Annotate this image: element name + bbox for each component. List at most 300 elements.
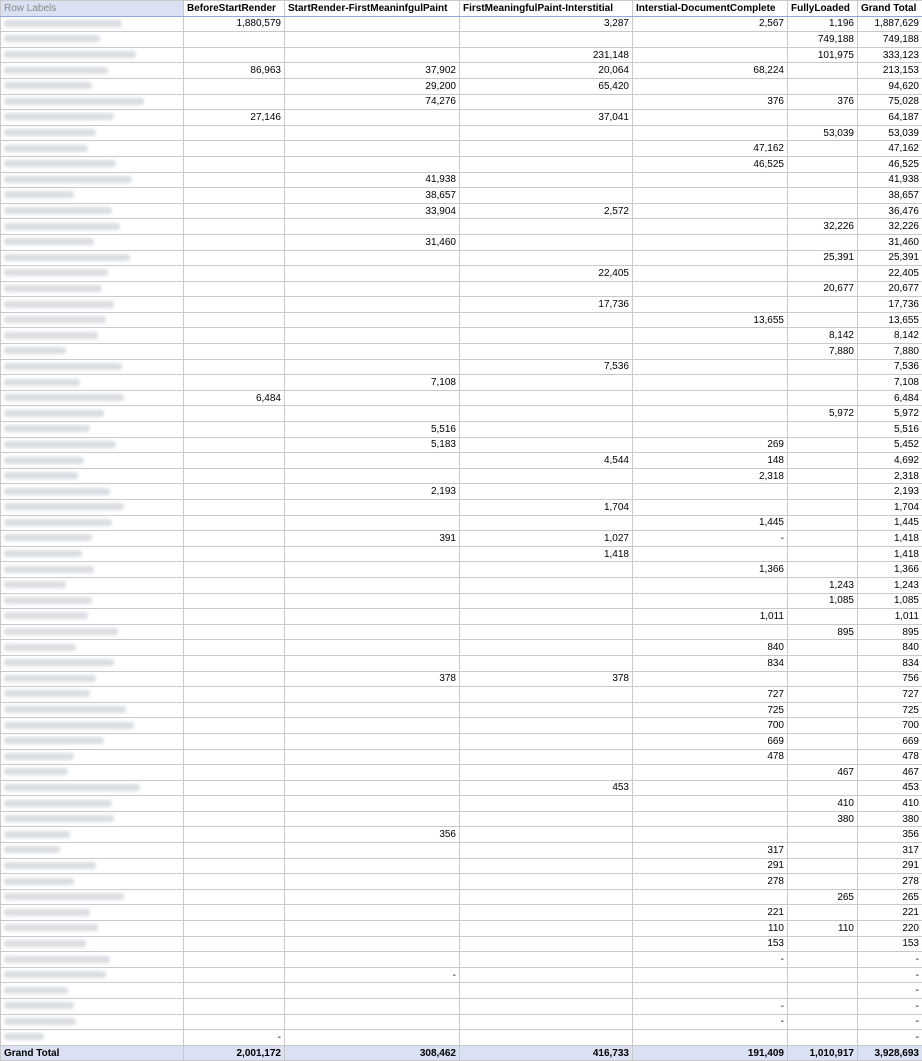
value-cell[interactable]: 17,736 xyxy=(460,297,633,313)
value-cell[interactable] xyxy=(788,63,858,79)
value-cell[interactable] xyxy=(633,811,788,827)
value-cell[interactable] xyxy=(184,858,285,874)
value-cell[interactable] xyxy=(460,936,633,952)
value-cell[interactable]: 110 xyxy=(633,921,788,937)
value-cell[interactable]: - xyxy=(858,952,922,968)
value-cell[interactable] xyxy=(460,468,633,484)
row-label-cell[interactable] xyxy=(1,234,184,250)
value-cell[interactable]: 834 xyxy=(633,655,788,671)
value-cell[interactable] xyxy=(460,905,633,921)
value-cell[interactable]: 1,704 xyxy=(858,500,922,516)
value-cell[interactable]: 221 xyxy=(633,905,788,921)
value-cell[interactable]: 20,064 xyxy=(460,63,633,79)
row-labels-header[interactable]: Row Labels xyxy=(1,1,184,17)
value-cell[interactable] xyxy=(633,967,788,983)
value-cell[interactable]: 356 xyxy=(858,827,922,843)
value-cell[interactable] xyxy=(788,1014,858,1030)
value-cell[interactable] xyxy=(184,531,285,547)
value-cell[interactable]: 1,366 xyxy=(858,562,922,578)
value-cell[interactable]: - xyxy=(633,952,788,968)
value-cell[interactable] xyxy=(788,297,858,313)
grand-total-cell[interactable]: 308,462 xyxy=(285,1045,460,1061)
column-header[interactable]: BeforeStartRender xyxy=(184,1,285,17)
value-cell[interactable] xyxy=(788,718,858,734)
value-cell[interactable] xyxy=(460,983,633,999)
value-cell[interactable]: - xyxy=(858,967,922,983)
row-label-cell[interactable] xyxy=(1,390,184,406)
value-cell[interactable] xyxy=(633,593,788,609)
row-label-cell[interactable] xyxy=(1,47,184,63)
value-cell[interactable] xyxy=(633,671,788,687)
row-label-cell[interactable] xyxy=(1,889,184,905)
row-label-cell[interactable] xyxy=(1,952,184,968)
row-label-cell[interactable] xyxy=(1,624,184,640)
row-label-cell[interactable] xyxy=(1,250,184,266)
value-cell[interactable] xyxy=(460,889,633,905)
value-cell[interactable] xyxy=(460,843,633,859)
value-cell[interactable]: 31,460 xyxy=(285,234,460,250)
row-label-cell[interactable] xyxy=(1,796,184,812)
value-cell[interactable] xyxy=(285,312,460,328)
row-label-cell[interactable] xyxy=(1,905,184,921)
value-cell[interactable]: 453 xyxy=(858,780,922,796)
value-cell[interactable] xyxy=(788,858,858,874)
value-cell[interactable] xyxy=(285,687,460,703)
value-cell[interactable] xyxy=(184,375,285,391)
value-cell[interactable]: 1,418 xyxy=(858,531,922,547)
value-cell[interactable] xyxy=(184,312,285,328)
value-cell[interactable] xyxy=(460,999,633,1015)
value-cell[interactable] xyxy=(184,765,285,781)
value-cell[interactable]: - xyxy=(633,999,788,1015)
value-cell[interactable] xyxy=(788,1030,858,1046)
grand-total-cell[interactable]: 3,928,693 xyxy=(858,1045,922,1061)
value-cell[interactable] xyxy=(460,188,633,204)
value-cell[interactable]: 38,657 xyxy=(858,188,922,204)
value-cell[interactable]: 478 xyxy=(633,749,788,765)
value-cell[interactable] xyxy=(184,921,285,937)
row-label-cell[interactable] xyxy=(1,967,184,983)
row-label-cell[interactable] xyxy=(1,921,184,937)
value-cell[interactable]: 22,405 xyxy=(858,266,922,282)
value-cell[interactable]: 41,938 xyxy=(858,172,922,188)
row-label-cell[interactable] xyxy=(1,110,184,126)
value-cell[interactable] xyxy=(633,172,788,188)
value-cell[interactable]: 467 xyxy=(858,765,922,781)
value-cell[interactable] xyxy=(633,484,788,500)
value-cell[interactable]: 669 xyxy=(633,733,788,749)
value-cell[interactable]: 213,153 xyxy=(858,63,922,79)
value-cell[interactable]: 725 xyxy=(858,702,922,718)
value-cell[interactable] xyxy=(285,780,460,796)
value-cell[interactable]: 467 xyxy=(788,765,858,781)
value-cell[interactable] xyxy=(285,250,460,266)
value-cell[interactable] xyxy=(285,609,460,625)
value-cell[interactable] xyxy=(184,484,285,500)
value-cell[interactable]: 47,162 xyxy=(633,141,788,157)
row-label-cell[interactable] xyxy=(1,188,184,204)
row-label-cell[interactable] xyxy=(1,281,184,297)
value-cell[interactable] xyxy=(460,125,633,141)
column-header[interactable]: Grand Total xyxy=(858,1,922,17)
value-cell[interactable] xyxy=(184,47,285,63)
row-label-cell[interactable] xyxy=(1,1014,184,1030)
value-cell[interactable] xyxy=(788,874,858,890)
value-cell[interactable]: 7,108 xyxy=(858,375,922,391)
value-cell[interactable] xyxy=(285,266,460,282)
value-cell[interactable] xyxy=(184,515,285,531)
value-cell[interactable]: 317 xyxy=(633,843,788,859)
value-cell[interactable]: 727 xyxy=(633,687,788,703)
value-cell[interactable] xyxy=(184,156,285,172)
value-cell[interactable] xyxy=(633,546,788,562)
value-cell[interactable] xyxy=(285,1014,460,1030)
value-cell[interactable]: 834 xyxy=(858,655,922,671)
row-label-cell[interactable] xyxy=(1,78,184,94)
value-cell[interactable] xyxy=(460,687,633,703)
value-cell[interactable] xyxy=(285,999,460,1015)
value-cell[interactable] xyxy=(633,390,788,406)
value-cell[interactable] xyxy=(460,874,633,890)
row-label-cell[interactable] xyxy=(1,406,184,422)
value-cell[interactable] xyxy=(460,765,633,781)
value-cell[interactable] xyxy=(285,32,460,48)
value-cell[interactable] xyxy=(788,936,858,952)
value-cell[interactable]: 64,187 xyxy=(858,110,922,126)
value-cell[interactable] xyxy=(184,500,285,516)
value-cell[interactable] xyxy=(184,952,285,968)
value-cell[interactable]: 220 xyxy=(858,921,922,937)
value-cell[interactable]: 1,085 xyxy=(858,593,922,609)
value-cell[interactable] xyxy=(788,500,858,516)
value-cell[interactable] xyxy=(285,811,460,827)
value-cell[interactable] xyxy=(460,858,633,874)
row-label-cell[interactable] xyxy=(1,515,184,531)
value-cell[interactable]: 6,484 xyxy=(858,390,922,406)
value-cell[interactable]: 20,677 xyxy=(788,281,858,297)
value-cell[interactable] xyxy=(184,188,285,204)
value-cell[interactable]: 22,405 xyxy=(460,266,633,282)
value-cell[interactable]: 37,041 xyxy=(460,110,633,126)
value-cell[interactable] xyxy=(788,141,858,157)
row-label-cell[interactable] xyxy=(1,172,184,188)
row-label-cell[interactable] xyxy=(1,546,184,562)
value-cell[interactable]: 27,146 xyxy=(184,110,285,126)
value-cell[interactable]: 376 xyxy=(633,94,788,110)
value-cell[interactable] xyxy=(460,406,633,422)
value-cell[interactable]: 41,938 xyxy=(285,172,460,188)
value-cell[interactable] xyxy=(460,375,633,391)
value-cell[interactable]: 2,193 xyxy=(285,484,460,500)
value-cell[interactable]: 1,243 xyxy=(788,577,858,593)
value-cell[interactable] xyxy=(460,94,633,110)
value-cell[interactable] xyxy=(788,640,858,656)
value-cell[interactable]: 1,704 xyxy=(460,500,633,516)
value-cell[interactable] xyxy=(788,967,858,983)
value-cell[interactable] xyxy=(788,952,858,968)
value-cell[interactable] xyxy=(285,359,460,375)
value-cell[interactable]: 265 xyxy=(788,889,858,905)
value-cell[interactable] xyxy=(184,811,285,827)
value-cell[interactable]: 8,142 xyxy=(858,328,922,344)
value-cell[interactable] xyxy=(460,484,633,500)
row-label-cell[interactable] xyxy=(1,687,184,703)
value-cell[interactable] xyxy=(285,718,460,734)
value-cell[interactable]: 5,972 xyxy=(788,406,858,422)
value-cell[interactable]: 53,039 xyxy=(858,125,922,141)
value-cell[interactable] xyxy=(285,125,460,141)
value-cell[interactable] xyxy=(788,983,858,999)
grand-total-label[interactable]: Grand Total xyxy=(1,1045,184,1061)
value-cell[interactable] xyxy=(460,1014,633,1030)
column-header[interactable]: FirstMeaningfulPaint-Interstitial xyxy=(460,1,633,17)
value-cell[interactable] xyxy=(633,281,788,297)
value-cell[interactable] xyxy=(184,562,285,578)
value-cell[interactable]: 20,677 xyxy=(858,281,922,297)
row-label-cell[interactable] xyxy=(1,655,184,671)
value-cell[interactable]: - xyxy=(858,1030,922,1046)
value-cell[interactable] xyxy=(184,999,285,1015)
value-cell[interactable] xyxy=(184,733,285,749)
value-cell[interactable]: 46,525 xyxy=(633,156,788,172)
value-cell[interactable]: 148 xyxy=(633,453,788,469)
value-cell[interactable] xyxy=(285,562,460,578)
value-cell[interactable]: 756 xyxy=(858,671,922,687)
value-cell[interactable] xyxy=(633,219,788,235)
value-cell[interactable]: 13,655 xyxy=(633,312,788,328)
value-cell[interactable] xyxy=(285,515,460,531)
value-cell[interactable] xyxy=(788,827,858,843)
value-cell[interactable] xyxy=(184,203,285,219)
value-cell[interactable] xyxy=(184,437,285,453)
value-cell[interactable] xyxy=(788,468,858,484)
value-cell[interactable] xyxy=(184,889,285,905)
value-cell[interactable] xyxy=(633,422,788,438)
value-cell[interactable] xyxy=(788,453,858,469)
row-label-cell[interactable] xyxy=(1,577,184,593)
value-cell[interactable]: 29,200 xyxy=(285,78,460,94)
value-cell[interactable]: 4,692 xyxy=(858,453,922,469)
value-cell[interactable] xyxy=(633,889,788,905)
value-cell[interactable]: 1,445 xyxy=(633,515,788,531)
value-cell[interactable] xyxy=(184,593,285,609)
value-cell[interactable] xyxy=(184,78,285,94)
column-header[interactable]: StartRender-FirstMeaninfgulPaint xyxy=(285,1,460,17)
value-cell[interactable]: 1,366 xyxy=(633,562,788,578)
row-label-cell[interactable] xyxy=(1,609,184,625)
value-cell[interactable]: 13,655 xyxy=(858,312,922,328)
value-cell[interactable] xyxy=(184,718,285,734)
row-label-cell[interactable] xyxy=(1,297,184,313)
row-label-cell[interactable] xyxy=(1,702,184,718)
value-cell[interactable]: 749,188 xyxy=(788,32,858,48)
value-cell[interactable] xyxy=(460,702,633,718)
grand-total-cell[interactable]: 1,010,917 xyxy=(788,1045,858,1061)
value-cell[interactable] xyxy=(285,936,460,952)
value-cell[interactable]: 25,391 xyxy=(788,250,858,266)
value-cell[interactable] xyxy=(460,312,633,328)
value-cell[interactable] xyxy=(184,702,285,718)
value-cell[interactable] xyxy=(788,515,858,531)
value-cell[interactable]: 1,418 xyxy=(858,546,922,562)
row-label-cell[interactable] xyxy=(1,858,184,874)
value-cell[interactable] xyxy=(460,328,633,344)
value-cell[interactable] xyxy=(184,1014,285,1030)
value-cell[interactable] xyxy=(460,422,633,438)
value-cell[interactable]: 5,516 xyxy=(285,422,460,438)
value-cell[interactable]: 25,391 xyxy=(858,250,922,266)
row-label-cell[interactable] xyxy=(1,874,184,890)
grand-total-cell[interactable]: 191,409 xyxy=(633,1045,788,1061)
value-cell[interactable]: 8,142 xyxy=(788,328,858,344)
value-cell[interactable] xyxy=(788,843,858,859)
value-cell[interactable] xyxy=(285,390,460,406)
value-cell[interactable]: 7,880 xyxy=(858,344,922,360)
value-cell[interactable] xyxy=(460,562,633,578)
value-cell[interactable] xyxy=(460,141,633,157)
value-cell[interactable] xyxy=(184,281,285,297)
row-label-cell[interactable] xyxy=(1,780,184,796)
value-cell[interactable]: 1,027 xyxy=(460,531,633,547)
value-cell[interactable] xyxy=(285,952,460,968)
value-cell[interactable]: 5,183 xyxy=(285,437,460,453)
row-label-cell[interactable] xyxy=(1,141,184,157)
value-cell[interactable] xyxy=(285,983,460,999)
row-label-cell[interactable] xyxy=(1,375,184,391)
value-cell[interactable]: - xyxy=(285,967,460,983)
value-cell[interactable] xyxy=(184,624,285,640)
value-cell[interactable]: 31,460 xyxy=(858,234,922,250)
row-label-cell[interactable] xyxy=(1,593,184,609)
value-cell[interactable]: 86,963 xyxy=(184,63,285,79)
value-cell[interactable] xyxy=(460,390,633,406)
value-cell[interactable]: - xyxy=(633,531,788,547)
value-cell[interactable]: 669 xyxy=(858,733,922,749)
row-label-cell[interactable] xyxy=(1,811,184,827)
row-label-cell[interactable] xyxy=(1,422,184,438)
value-cell[interactable]: 32,226 xyxy=(788,219,858,235)
value-cell[interactable] xyxy=(788,234,858,250)
value-cell[interactable] xyxy=(633,234,788,250)
value-cell[interactable] xyxy=(184,172,285,188)
value-cell[interactable]: 3,287 xyxy=(460,16,633,32)
value-cell[interactable] xyxy=(460,967,633,983)
row-label-cell[interactable] xyxy=(1,16,184,32)
value-cell[interactable]: 38,657 xyxy=(285,188,460,204)
value-cell[interactable]: 269 xyxy=(633,437,788,453)
value-cell[interactable]: 231,148 xyxy=(460,47,633,63)
value-cell[interactable]: 1,445 xyxy=(858,515,922,531)
value-cell[interactable]: 1,196 xyxy=(788,16,858,32)
value-cell[interactable] xyxy=(285,344,460,360)
value-cell[interactable] xyxy=(285,921,460,937)
value-cell[interactable]: 1,243 xyxy=(858,577,922,593)
row-label-cell[interactable] xyxy=(1,328,184,344)
value-cell[interactable] xyxy=(184,687,285,703)
value-cell[interactable]: 378 xyxy=(460,671,633,687)
value-cell[interactable]: 2,567 xyxy=(633,16,788,32)
value-cell[interactable] xyxy=(460,952,633,968)
value-cell[interactable] xyxy=(788,203,858,219)
value-cell[interactable]: 153 xyxy=(633,936,788,952)
value-cell[interactable] xyxy=(633,1030,788,1046)
row-label-cell[interactable] xyxy=(1,266,184,282)
value-cell[interactable] xyxy=(633,203,788,219)
value-cell[interactable] xyxy=(285,156,460,172)
value-cell[interactable] xyxy=(285,1030,460,1046)
value-cell[interactable] xyxy=(633,125,788,141)
row-label-cell[interactable] xyxy=(1,733,184,749)
value-cell[interactable] xyxy=(460,281,633,297)
value-cell[interactable]: 749,188 xyxy=(858,32,922,48)
value-cell[interactable] xyxy=(460,344,633,360)
value-cell[interactable] xyxy=(788,172,858,188)
value-cell[interactable] xyxy=(184,468,285,484)
value-cell[interactable] xyxy=(460,640,633,656)
value-cell[interactable]: 356 xyxy=(285,827,460,843)
value-cell[interactable] xyxy=(788,531,858,547)
row-label-cell[interactable] xyxy=(1,936,184,952)
row-label-cell[interactable] xyxy=(1,437,184,453)
row-label-cell[interactable] xyxy=(1,359,184,375)
value-cell[interactable]: 1,011 xyxy=(858,609,922,625)
value-cell[interactable] xyxy=(633,344,788,360)
value-cell[interactable] xyxy=(184,422,285,438)
value-cell[interactable] xyxy=(184,141,285,157)
value-cell[interactable]: 895 xyxy=(788,624,858,640)
value-cell[interactable] xyxy=(184,297,285,313)
value-cell[interactable] xyxy=(788,671,858,687)
row-label-cell[interactable] xyxy=(1,749,184,765)
value-cell[interactable]: 7,108 xyxy=(285,375,460,391)
value-cell[interactable]: 2,193 xyxy=(858,484,922,500)
value-cell[interactable]: 278 xyxy=(633,874,788,890)
value-cell[interactable]: 725 xyxy=(633,702,788,718)
row-label-cell[interactable] xyxy=(1,999,184,1015)
value-cell[interactable] xyxy=(788,609,858,625)
value-cell[interactable]: 74,276 xyxy=(285,94,460,110)
value-cell[interactable] xyxy=(788,359,858,375)
row-label-cell[interactable] xyxy=(1,453,184,469)
value-cell[interactable]: 1,085 xyxy=(788,593,858,609)
value-cell[interactable] xyxy=(460,921,633,937)
value-cell[interactable]: 37,902 xyxy=(285,63,460,79)
value-cell[interactable]: 895 xyxy=(858,624,922,640)
value-cell[interactable] xyxy=(184,406,285,422)
value-cell[interactable] xyxy=(788,999,858,1015)
value-cell[interactable] xyxy=(633,297,788,313)
row-label-cell[interactable] xyxy=(1,765,184,781)
value-cell[interactable]: - xyxy=(858,1014,922,1030)
value-cell[interactable] xyxy=(184,780,285,796)
value-cell[interactable]: 1,887,629 xyxy=(858,16,922,32)
value-cell[interactable] xyxy=(285,624,460,640)
value-cell[interactable] xyxy=(285,406,460,422)
row-label-cell[interactable] xyxy=(1,843,184,859)
value-cell[interactable] xyxy=(633,577,788,593)
value-cell[interactable] xyxy=(633,983,788,999)
value-cell[interactable]: 380 xyxy=(858,811,922,827)
value-cell[interactable]: 2,572 xyxy=(460,203,633,219)
value-cell[interactable] xyxy=(460,437,633,453)
value-cell[interactable]: 376 xyxy=(788,94,858,110)
value-cell[interactable]: 291 xyxy=(633,858,788,874)
value-cell[interactable]: 291 xyxy=(858,858,922,874)
value-cell[interactable] xyxy=(788,562,858,578)
value-cell[interactable] xyxy=(460,749,633,765)
value-cell[interactable] xyxy=(285,110,460,126)
value-cell[interactable] xyxy=(460,515,633,531)
